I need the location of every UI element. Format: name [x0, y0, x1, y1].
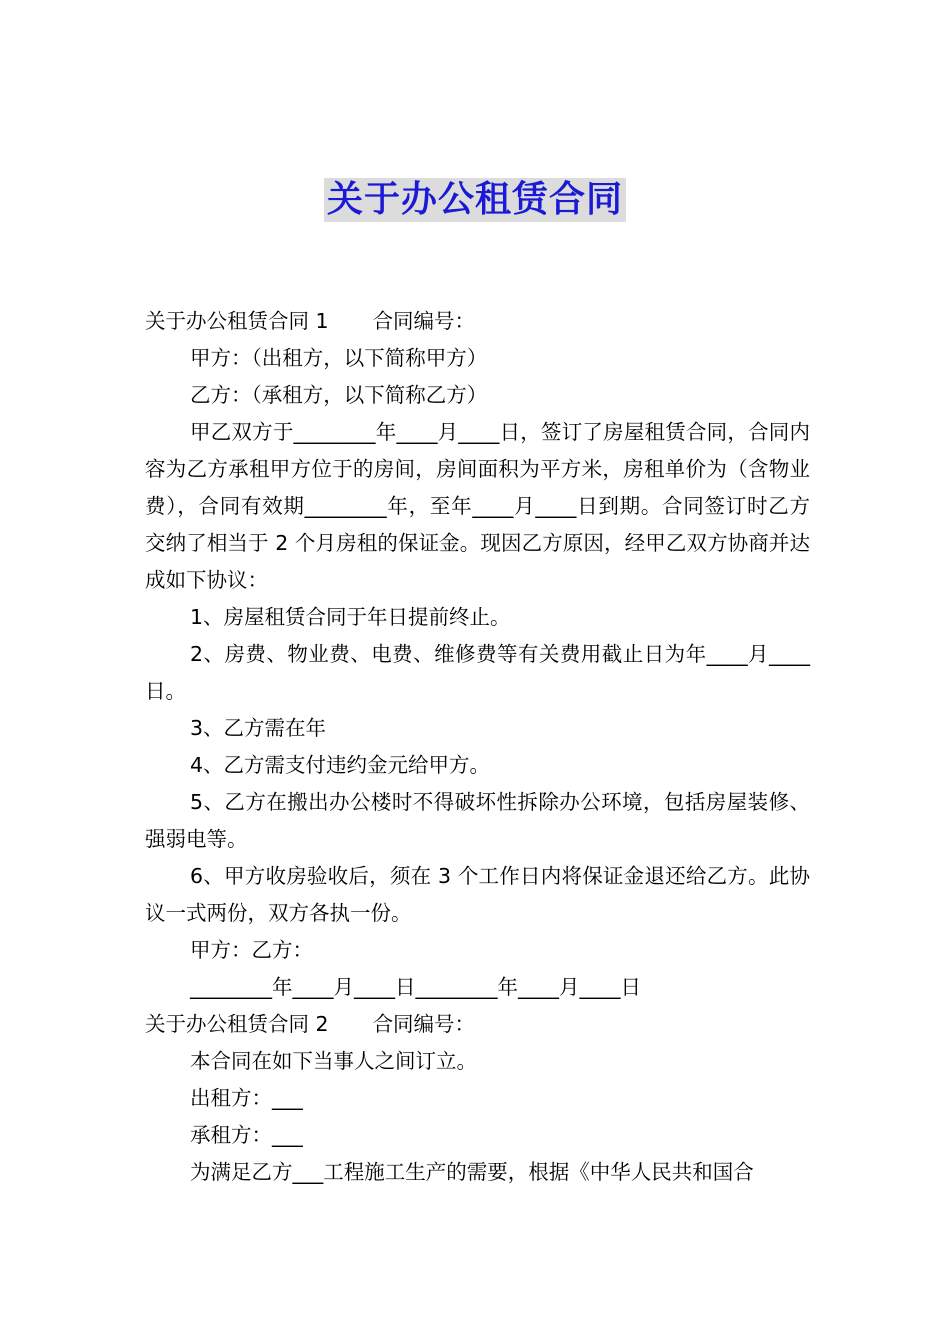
contract1-heading-line	[145, 303, 810, 340]
contract2-lessee: 承租方：___	[190, 1123, 303, 1147]
contract1-paragraph: 甲乙双方于________年____月____日，签订了房屋租赁合同，合同内容为乙方承租甲方位于的房间，房间面积为平方米，房租单价为（含物业费），合同有效期________年，至年____月____日到期。合同签订时乙方交纳了相当于 2 个月房租的保证金。现因乙方原因，经甲乙双方协商并达成如下协议：	[145, 420, 810, 592]
document-title-text: 关于办公租赁合同	[324, 178, 626, 222]
contract1-item: 6、甲方收房验收后，须在 3 个工作日内将保证金退还给乙方。此协议一式两份，双方各执一份。	[145, 864, 810, 925]
document-title	[0, 178, 950, 222]
contract1-item: 5、乙方在搬出办公楼时不得破坏性拆除办公环境，包括房屋装修、强弱电等。	[145, 790, 810, 851]
contract1-heading: 关于办公租赁合同 1	[145, 309, 329, 333]
contract1-item: 1、房屋租赁合同于年日提前终止。	[190, 605, 511, 629]
contract1-signatures: 甲方：乙方：	[190, 938, 313, 962]
contract2-paragraph: 为满足乙方___工程施工生产的需要，根据《中华人民共和国合	[190, 1160, 754, 1184]
contract2-number-label: 合同编号：	[372, 1012, 476, 1036]
contract1-item: 4、乙方需支付违约金元给甲方。	[190, 753, 491, 777]
contract1-party-b: 乙方：（承租方，以下简称乙方）	[190, 383, 488, 407]
document-body	[145, 303, 810, 1191]
contract2-intro: 本合同在如下当事人之间订立。	[190, 1049, 477, 1073]
contract1-number-label: 合同编号：	[372, 309, 476, 333]
contract2-heading-line	[145, 1006, 810, 1043]
contract1-item: 2、房费、物业费、电费、维修费等有关费用截止日为年____月____日。	[145, 642, 810, 703]
contract1-item: 3、乙方需在年	[190, 716, 327, 740]
contract2-heading: 关于办公租赁合同 2	[145, 1012, 329, 1036]
contract1-dates: ________年____月____日________年____月____日	[190, 975, 641, 999]
contract1-party-a: 甲方：（出租方，以下简称甲方）	[190, 346, 488, 370]
contract2-lessor: 出租方：___	[190, 1086, 303, 1110]
